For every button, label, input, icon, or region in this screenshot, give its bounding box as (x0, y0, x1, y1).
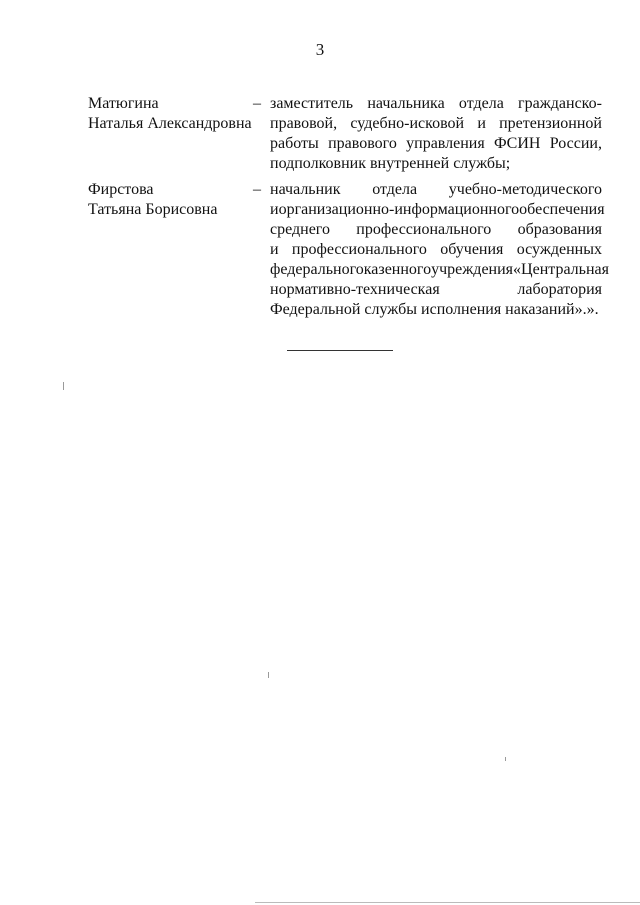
given-names: Наталья Александровна (88, 115, 252, 132)
description-line (270, 300, 602, 320)
description-line (270, 220, 602, 240)
page-number: 3 (315, 40, 325, 59)
surname: Фирстова (88, 181, 154, 198)
description-word: России, (549, 135, 602, 152)
description-word: начальник (270, 181, 341, 198)
description-word: осужденных (516, 241, 602, 258)
person-name (88, 180, 258, 220)
description-line (270, 260, 609, 280)
description-line (270, 114, 602, 134)
description-word: управления (406, 135, 485, 152)
description-word: отдела (372, 181, 418, 198)
description-word: профессионального (291, 241, 427, 258)
description-word: Федеральной службы исполнения наказаний».». (270, 301, 599, 318)
description-word: судебно-исковой (350, 115, 465, 132)
description-word: казенного (363, 261, 432, 278)
given-names: Татьяна Борисовна (88, 201, 218, 218)
description-word: отдела (458, 95, 504, 112)
description-word: правовой, (270, 115, 338, 132)
description-word: образования (517, 221, 602, 238)
description-word: ФСИН (494, 135, 541, 152)
description-word: учебно-методического (448, 181, 602, 198)
description-word: и (270, 241, 279, 258)
position-description (270, 94, 602, 174)
description-word: организационно-информационного (278, 201, 520, 218)
description-line (270, 200, 605, 220)
description-line (270, 134, 602, 154)
description-word: и (477, 115, 486, 132)
position-description (270, 180, 609, 320)
description-line (270, 180, 602, 200)
description-word: профессионального (356, 221, 492, 238)
scan-artifact (63, 382, 64, 390)
description-line (270, 94, 602, 114)
description-word: претензионной (499, 115, 602, 132)
description-word: нормативно-техническая (270, 281, 440, 298)
description-word: заместитель (270, 95, 354, 112)
dash-separator: – (253, 95, 261, 112)
description-word: обеспечения (519, 201, 605, 218)
description-word: учреждения (431, 261, 514, 278)
description-word: подполковник внутренней службы; (270, 155, 511, 172)
scan-artifact (268, 672, 269, 678)
description-word: среднего (270, 221, 330, 238)
scan-bottom-edge (255, 902, 640, 903)
description-word: правового (328, 135, 397, 152)
description-word: «Центральная (513, 261, 609, 278)
description-word: работы (270, 135, 319, 152)
description-word: обучения (440, 241, 504, 258)
description-line (270, 154, 602, 174)
scan-artifact (505, 757, 506, 761)
description-line (270, 280, 602, 300)
description-word: федерального (270, 261, 364, 278)
description-word: лаборатория (517, 281, 602, 298)
description-word: начальника (367, 95, 445, 112)
person-name (88, 94, 258, 134)
description-line (270, 240, 602, 260)
surname: Матюгина (88, 95, 159, 112)
description-word: и (270, 201, 279, 218)
dash-separator: – (253, 181, 261, 198)
end-separator-line (287, 350, 393, 351)
description-word: гражданско- (518, 95, 602, 112)
